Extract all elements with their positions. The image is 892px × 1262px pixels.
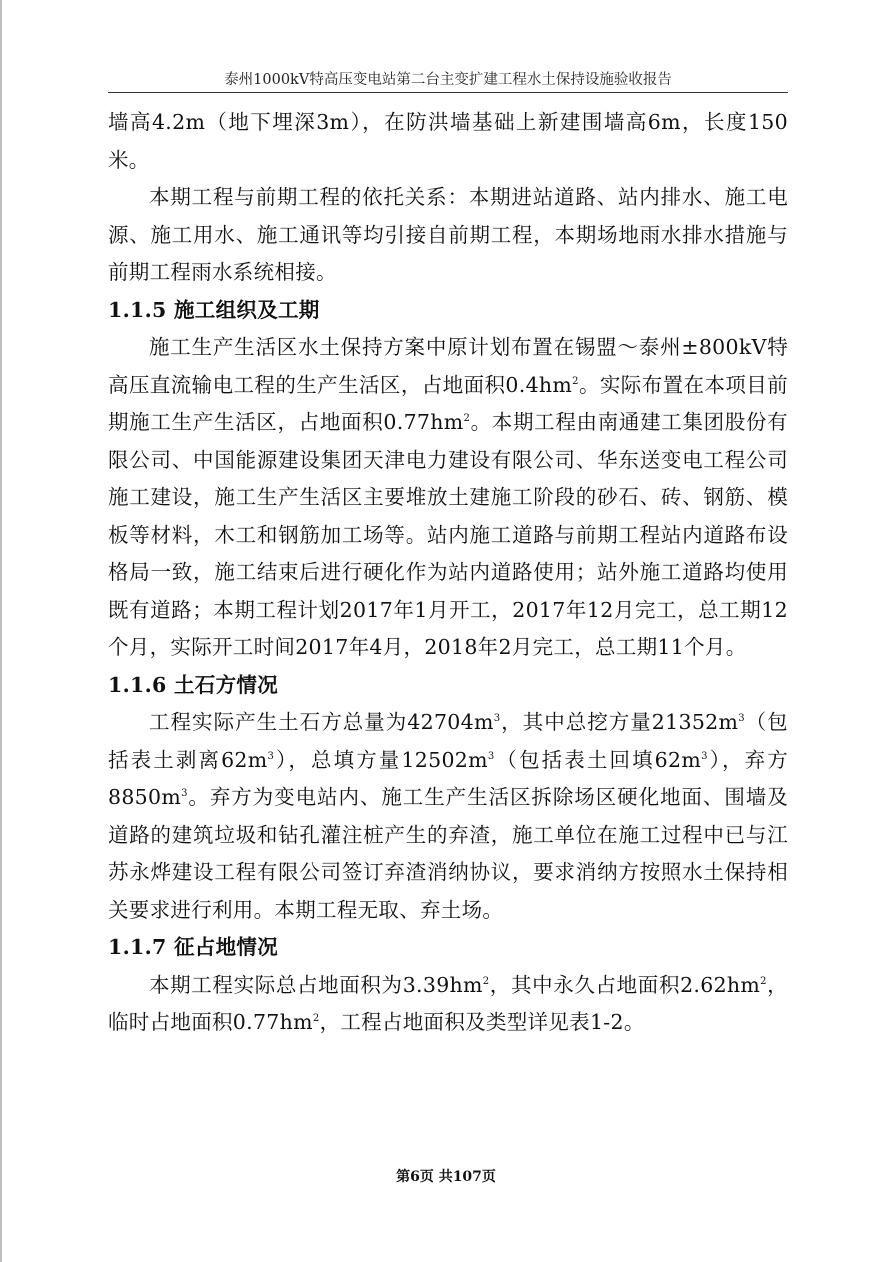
page-edge bbox=[0, 0, 2, 1262]
superscript: 3 bbox=[181, 788, 188, 800]
superscript: 2 bbox=[312, 1013, 320, 1025]
superscript: 3 bbox=[493, 713, 501, 725]
page-header: 泰州1000kV特高压变电站第二台主变扩建工程水土保持设施验收报告 bbox=[224, 72, 672, 88]
superscript: 3 bbox=[267, 750, 275, 762]
superscript: 3 bbox=[487, 750, 495, 762]
paragraph-dependency: 本期工程与前期工程的依托关系：本期进站道路、站内排水、施工电源、施工用水、施工通讯等均引接自前期工程，本期场地雨水排水措施与前期工程雨水系统相接。 bbox=[108, 185, 788, 284]
superscript: 2 bbox=[760, 975, 767, 987]
superscript: 3 bbox=[701, 750, 708, 762]
superscript: 2 bbox=[463, 413, 471, 425]
header-divider bbox=[108, 92, 788, 93]
paragraph-land-use: 本期工程实际总占地面积为$3.39hm^2$，其中永久占地面积$2.62hm^2$，临时占地面积$0.77hm^2$，工程占地面积及类型详见表1-2。 bbox=[108, 972, 788, 1034]
paragraph-earthwork: 工程实际产生土石方总量为$42704m^3$，其中总挖方量$21352m^3$（包括表土剥离$62m^3$），总填方量$12502m^3$（包括表土回填$62m^3$），弃方$8850m^3$。弃方为变电站内、施工生产生活区拆除场区硬化地面、围墙及道路的建筑垃圾和钻孔灌注桩产生的弃渣，施工单位在施工过程中已与江苏永烨建设工程有限公司签订弃渣消纳协议，要求消纳方按照水土保持相关要求进行利用。本期工程无取、弃土场。 bbox=[108, 710, 788, 922]
paragraph-wall: 墙高4.2m（地下埋深3m），在防洪墙基础上新建围墙高6m，长度150米。 bbox=[108, 110, 788, 172]
section-heading-1-1-6: 1.1.6 土石方情况 bbox=[108, 672, 279, 697]
paragraph-construction: 施工生产生活区水土保持方案中原计划布置在锡盟～泰州±800kV特高压直流输电工程的生产生活区，占地面积$0.4hm^2$。实际布置在本项目前期施工生产生活区，占地面积$0.77hm^2$。本期工程由南通建工集团股份有限公司、中国能源建设集团天津电力建设有限公司、华东送变电工程公司施工建设，施工生产生活区主要堆放土建施工阶段的砂石、砖、钢筋、模板等材料，木工和钢筋加工场等。站内施工道路与前期工程站内道路布设格局一致，施工结束后进行硬化作为站内道路使用；站外施工道路均使用既有道路；本期工程计划2017年1月开工，2017年12月完工，总工期12个月，实际开工时间2017年4月，2018年2月完工，总工期11个月。 bbox=[108, 335, 788, 659]
superscript: 2 bbox=[482, 975, 490, 987]
section-heading-1-1-5: 1.1.5 施工组织及工期 bbox=[108, 297, 320, 322]
page-number: 第6页 共107页 bbox=[396, 1169, 496, 1185]
superscript: 3 bbox=[738, 713, 745, 725]
superscript: 2 bbox=[572, 375, 579, 387]
section-heading-1-1-7: 1.1.7 征占地情况 bbox=[108, 935, 279, 959]
document-body bbox=[108, 104, 788, 1042]
